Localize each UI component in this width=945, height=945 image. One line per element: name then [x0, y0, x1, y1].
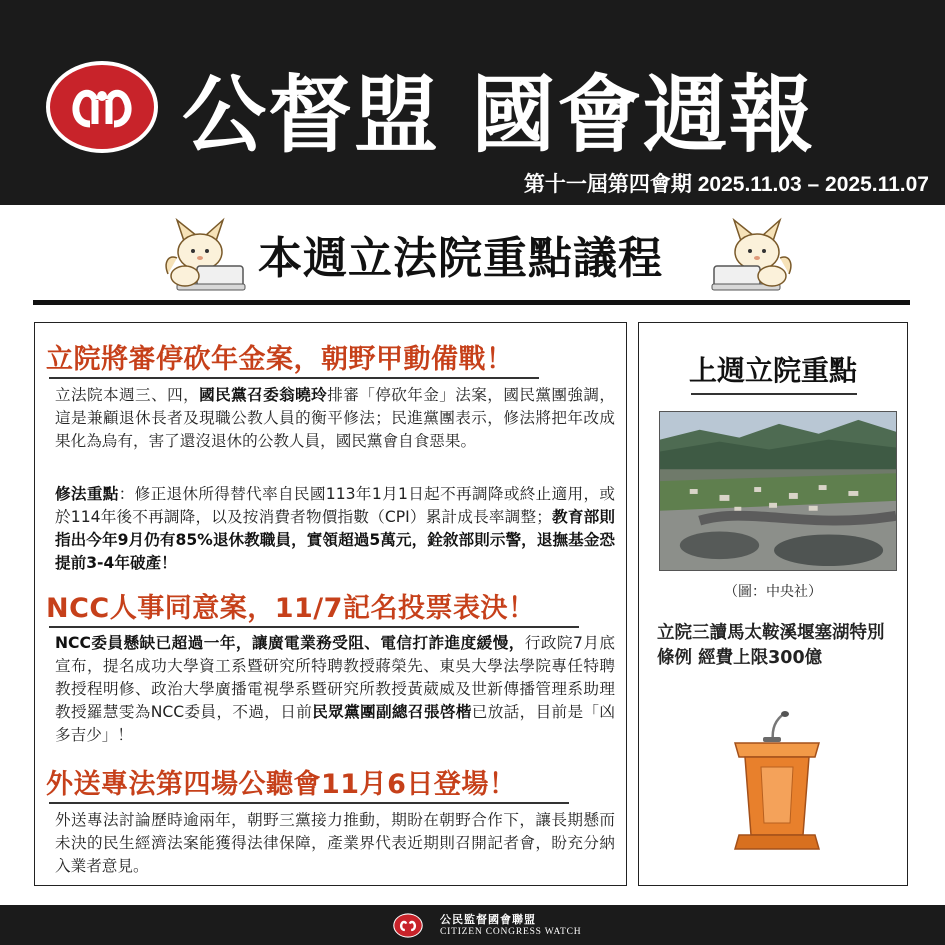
mountain-valley-aerial-photo [659, 411, 897, 571]
agenda-heading: 本週立法院重點議程 [258, 233, 663, 284]
header-banner [0, 0, 945, 205]
last-week-divider [691, 393, 857, 395]
footer-bar [0, 905, 945, 945]
podium-with-microphone-icon [727, 711, 827, 861]
photo-credit: （圖：中央社） [724, 584, 822, 600]
section-divider [49, 626, 579, 628]
session-date-range: 第十一屆第四會期 2025.11.03 – 2025.11.07 [523, 173, 929, 196]
citizen-congress-watch-logo-icon [393, 913, 423, 938]
section-divider [49, 802, 569, 804]
pension-paragraph-1: 立法院本週三、四，國民黨召委翁曉玲排審「停砍年金」法案，國民黨團強調，這是兼顧退休長者及現職公教人員的衡平修法；民進黨團表示，修法將把年改成果化為烏有，害了還沒退休的公教人員，國民黨會自食惡果。 [55, 386, 615, 450]
citizen-congress-watch-logo-icon [45, 60, 159, 154]
last-week-panel [638, 322, 908, 886]
section-heading-delivery: 外送專法第四場公聽會11月6日登場！ [46, 769, 517, 800]
heading-divider [33, 300, 910, 305]
section-divider [49, 377, 539, 379]
fox-mascot-with-laptop-icon [163, 214, 249, 294]
footer-org-name-en: CITIZEN CONGRESS WATCH [440, 927, 582, 937]
footer-org-name: 公民監督國會聯盟 [440, 913, 536, 926]
section-heading-ncc: NCC人事同意案，11/7記名投票表決！ [46, 593, 536, 624]
pension-paragraph-2: 修法重點：修正退休所得替代率自民國113年1月1日起不再調降或終止適用，或於114年後不再調降，以及按消費者物價指數（CPI）累計成長率調整；教育部則指出今年9月仍有85%退休教職員，實領超過5萬元，銓敘部則示警，退撫基金恐提前3-4年破產！ [55, 485, 615, 572]
fox-mascot-with-laptop-icon [708, 214, 794, 294]
delivery-paragraph: 外送專法討論歷時逾兩年，朝野三黨接力推動，期盼在朝野合作下，讓長期懸而未決的民生經濟法案能獲得法律保障，產業界代表近期則召開記者會，盼充分納入業者意見。 [55, 811, 615, 875]
ncc-paragraph: NCC委員懸缺已超過一年，讓廣電業務受阻、電信打詐進度緩慢，行政院7月底宣布，提名成功大學資工系暨研究所特聘教授蔣榮先、東吳大學法學院專任特聘教授程明修、政治大學廣播電視學系暨研究所教授黃葳威及世新傳播管理系助理教授羅慧雯為NCC委員，不過，日前民眾黨團副總召張啓楷已放話，目前是「凶多吉少」！ [55, 634, 615, 744]
agenda-panel [34, 322, 627, 886]
last-week-heading: 上週立院重點 [688, 354, 857, 387]
last-week-news: 立院三讀馬太鞍溪堰塞湖特別條例 經費上限300億 [657, 623, 885, 668]
newsletter-title: 公督盟 國會週報 [182, 66, 816, 164]
section-heading-pension: 立院將審停砍年金案，朝野甲動備戰！ [46, 344, 514, 375]
